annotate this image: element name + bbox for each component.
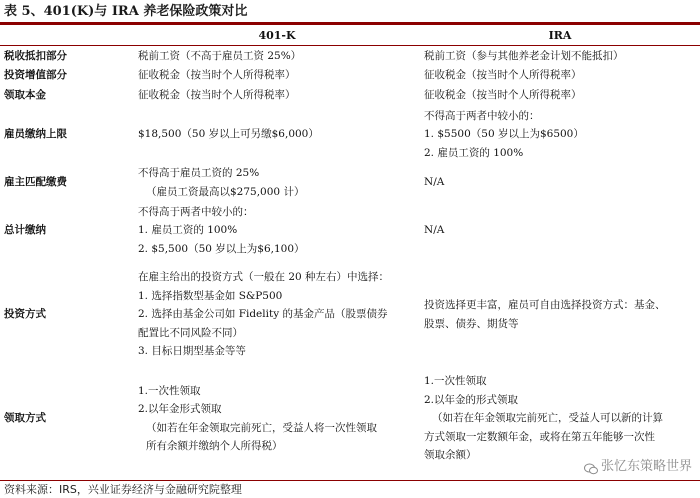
cell-401k <box>134 106 420 164</box>
cell-line: 2. 雇员工资的 100% <box>424 146 524 159</box>
cell-401k <box>134 202 420 260</box>
watermark-text: 张忆东策略世界 <box>601 459 693 474</box>
row-header: 投资方式 <box>4 308 46 321</box>
cell-line: 征收税金（按当时个人所得税率） <box>424 69 582 82</box>
cell-ira <box>420 260 700 370</box>
cell-line: 不得高于两者中较小的： <box>424 109 540 122</box>
cell-ira <box>420 164 700 202</box>
table-row <box>0 260 700 370</box>
cell-401k <box>134 46 420 66</box>
cell-line: N/A <box>424 176 445 189</box>
cell-401k <box>134 86 420 106</box>
cell-ira <box>420 106 700 164</box>
cell-line: （如若在年金领取完前死亡，受益人可以新的计算 <box>432 412 663 425</box>
cell-line: 不得高于雇员工资的 25% <box>138 167 260 179</box>
table-row <box>0 202 700 260</box>
cell-line: 1.一次性领取 <box>138 384 201 397</box>
row-header: 领取本金 <box>4 89 46 102</box>
cell-401k <box>134 370 420 468</box>
row-header: 总计缴纳 <box>4 224 46 237</box>
cell-line: N/A <box>424 224 445 237</box>
table-row <box>0 164 700 202</box>
cell-line: 2.以年金形式领取 <box>138 403 222 415</box>
row-header: 投资增值部分 <box>4 69 67 82</box>
cell-line: 征收税金（按当时个人所得税率） <box>138 89 296 102</box>
cell-line: 税前工资（不高于雇员工资 25%） <box>138 49 302 62</box>
header-empty <box>0 25 134 46</box>
table-row <box>0 46 700 66</box>
cell-line: $18,500（50 岁以上可另缴$6,000） <box>138 128 319 141</box>
cell-line: 1. $5500（50 岁以上为$6500） <box>424 128 584 141</box>
comparison-table <box>0 25 700 468</box>
row-header: 雇员缴纳上限 <box>4 128 67 141</box>
cell-line: 征收税金（按当时个人所得税率） <box>424 89 582 102</box>
cell-line: 2. 选择由基金公司如 Fidelity 的基金产品（股票债券 <box>138 308 388 321</box>
cell-line: 1. 选择指数型基金如 S&P500 <box>138 289 283 302</box>
cell-line: 所有余额并缴纳个人所得税） <box>146 440 283 452</box>
cell-line: 征收税金（按当时个人所得税率） <box>138 69 296 82</box>
cell-line: 2.以年金的形式领取 <box>424 393 519 406</box>
header-ira: IRA <box>420 25 700 46</box>
cell-line: （雇员工资最高以$275,000 计） <box>146 185 305 198</box>
cell-401k <box>134 164 420 202</box>
header-401k: 401-K <box>134 25 420 46</box>
cell-ira <box>420 66 700 86</box>
row-header: 雇主匹配缴费 <box>4 176 67 189</box>
table-row <box>0 370 700 468</box>
wechat-icon <box>584 461 598 473</box>
watermark <box>584 456 692 478</box>
row-header: 税收抵扣部分 <box>4 49 67 62</box>
cell-line: （如若在年金领取完前死亡，受益人将一次性领取 <box>146 421 377 434</box>
table-row <box>0 86 700 106</box>
cell-401k <box>134 66 420 86</box>
table-body <box>0 46 700 468</box>
cell-401k <box>134 260 420 370</box>
cell-line: 配置比不同风险不同） <box>138 326 243 339</box>
row-header: 领取方式 <box>4 412 46 425</box>
cell-line: 在雇主给出的投资方式（一般在 20 种左右）中选择： <box>138 271 390 284</box>
cell-line: 3. 目标日期型基金等等 <box>138 345 246 358</box>
cell-line: 2. $5,500（50 岁以上为$6,100） <box>138 242 305 255</box>
cell-line: 股票、债券、期货等 <box>424 317 519 330</box>
cell-line: 1. 雇员工资的 100% <box>138 224 238 237</box>
cell-line: 1.一次性领取 <box>424 375 487 388</box>
cell-ira <box>420 370 700 468</box>
source-note: 资料来源：IRS，兴业证券经济与金融研究院整理 <box>4 483 242 496</box>
cell-line: 投资选择更丰富，雇员可自由选择投资方式：基金、 <box>424 299 666 311</box>
table-row <box>0 106 700 164</box>
cell-line: 领取余额） <box>424 449 477 462</box>
cell-ira <box>420 86 700 106</box>
cell-line: 不得高于两者中较小的： <box>138 205 254 218</box>
cell-line: 税前工资（参与其他养老金计划不能抵扣） <box>424 49 624 62</box>
header-row <box>0 25 700 46</box>
cell-ira <box>420 202 700 260</box>
cell-line: 方式领取一定数额年金，或将在第五年能够一次性 <box>424 430 655 443</box>
table-title: 表 5、401(K)与 IRA 养老保险政策对比 <box>4 4 248 19</box>
cell-ira <box>420 46 700 66</box>
table-row <box>0 66 700 86</box>
